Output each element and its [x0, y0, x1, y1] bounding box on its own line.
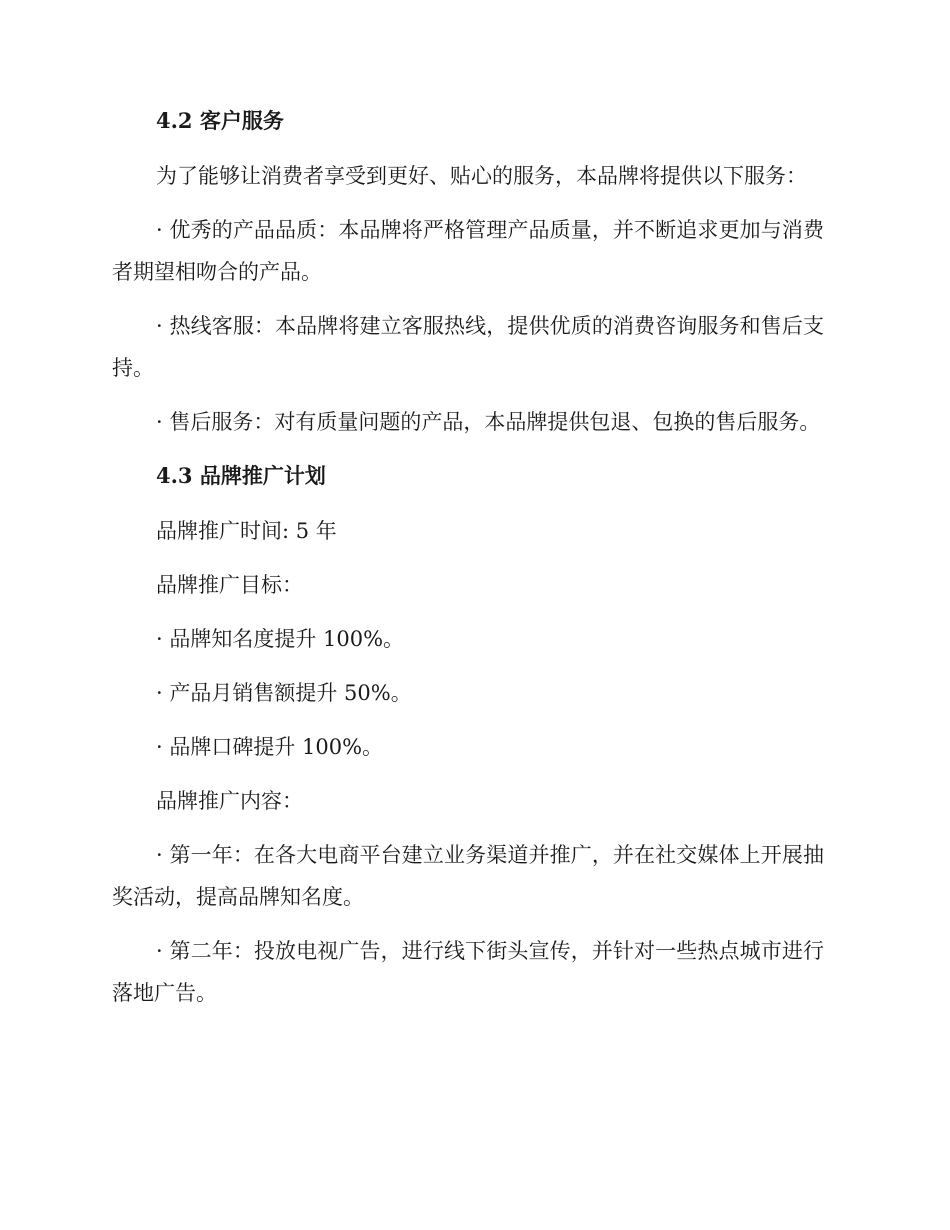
content-item-year-two: · 第二年：投放电视广告，进行线下街头宣传，并针对一些热点城市进行落地广告。: [112, 939, 824, 1005]
section-heading-4-2: 4.2 客户服务: [156, 108, 284, 133]
promotion-goals-label: 品牌推广目标：: [156, 573, 303, 597]
section-heading-4-3: 4.3 品牌推广计划: [156, 463, 326, 488]
service-item-after-sales: · 售后服务：对有质量问题的产品，本品牌提供包退、包换的售后服务。: [156, 410, 821, 434]
service-intro: 为了能够让消费者享受到更好、贴心的服务，本品牌将提供以下服务：: [156, 164, 807, 188]
content-item-year-one: · 第一年：在各大电商平台建立业务渠道并推广，并在社交媒体上开展抽奖活动，提高品牌知名度。: [112, 843, 824, 909]
promotion-content-label: 品牌推广内容：: [156, 789, 303, 813]
service-item-hotline: · 热线客服：本品牌将建立客服热线，提供优质的消费咨询服务和售后支持。: [112, 314, 824, 380]
goal-item-sales: · 产品月销售额提升 50%。: [156, 681, 412, 705]
goal-item-reputation: · 品牌口碑提升 100%。: [156, 735, 384, 759]
promotion-duration: 品牌推广时间: 5 年: [156, 519, 337, 543]
document-page: [112, 100, 824, 1026]
service-item-quality: · 优秀的产品品质：本品牌将严格管理产品质量，并不断追求更加与消费者期望相吻合的产品。: [112, 218, 824, 284]
goal-item-awareness: · 品牌知名度提升 100%。: [156, 627, 405, 651]
